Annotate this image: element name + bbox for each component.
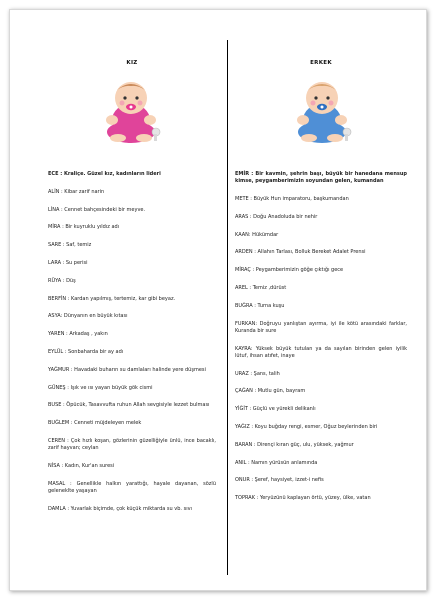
name-entry: EMİR : Bir kavmin, şehrin başı, büyük bir hanedana mensup kimse, peygamberimizin soyundan gelen, kumandan	[235, 171, 407, 185]
name-entry: FURKAN: Doğruyu yanlıştan ayırma, iyi ile kötü arasındaki farklar, Kuranda bir sure	[235, 320, 407, 334]
name-entry: GÜNEŞ : Işık ve ısı yayan büyük gök cismi	[48, 384, 153, 391]
name-entry: ASYA: Dünyanın en büyük kıtası	[48, 313, 128, 320]
name-entry: NİSA : Kadın, Kur'an suresi	[48, 462, 115, 469]
name-entry: YAREN : Arkadaş , yakın	[48, 331, 108, 338]
name-entry: LARA : Su perisi	[48, 259, 88, 266]
boys-name-list	[235, 171, 407, 513]
name-entry: MASAL : Genellikle halkın yarattığı, hayale dayanan, sözlü geleneklte yaşayan	[48, 480, 216, 494]
name-entry: RÜYA : Düş	[48, 277, 76, 284]
name-entry: MİRA : Bir kuyruklu yıldız adı	[48, 224, 120, 231]
name-entry: BUĞRA : Turna kuşu	[235, 302, 285, 309]
name-entry: BERFİN : Kardan yapılmış, tertemiz, kar gibi beyaz.	[48, 295, 176, 302]
name-entry: KAYRA: Yüksek büyük tutulan ya da sayılan birinden gelen iyilik lütuf, ihsan atıfet, inaye	[235, 345, 407, 359]
name-entry: TOPRAK : Yeryüzünü kaplayan örtü, yüzey, ülke, vatan	[235, 495, 371, 502]
name-entry: ALİN : Kibar zarif narin	[48, 188, 105, 195]
baby-boy-illustration	[289, 76, 355, 144]
name-entry: AREL : Temiz ,dürüst	[235, 284, 287, 291]
name-entry: KAAN: Hükümdar	[235, 231, 279, 238]
name-entry: BUĞLEM : Cenneti müjdeleyen melek	[48, 420, 142, 427]
boys-heading: ERKEK	[310, 60, 332, 66]
name-entry: DAMLA : Yuvarlak biçimde, çok küçük miktarda su vb. sıvı	[48, 505, 192, 512]
girls-name-list	[48, 171, 216, 524]
name-entry: YİĞİT : Güçlü ve yürekli delikanlı	[235, 406, 316, 413]
name-entry: ARDEN : Allahın Tarlası, Bolluk Bereket Adalet Prensi	[235, 249, 366, 256]
name-entry: ARAS : Doğu Anadoluda bir nehir	[235, 213, 318, 220]
name-entry: LİNA : Cennet bahçesindeki bir meyve.	[48, 206, 146, 213]
name-entry: CEREN : Çok hızlı koşan, gözlerinin güzelliğiyle ünlü, ince bacaklı, zarif hayvan; ceylan	[48, 437, 216, 452]
name-entry: BUSE : Öpücük, Tasavvufta ruhun Allah sevgisiyle lezzet bulması	[48, 402, 210, 409]
document-page	[9, 9, 427, 591]
name-entry: ANIL : Namın yürüsün anlamında	[235, 459, 318, 466]
name-entry: BARAN : Dirençi kıran güç, ulu, yüksek, yağmur	[235, 441, 354, 448]
name-entry: EYLÜL : Sonbaharda bir ay adı	[48, 348, 124, 355]
name-entry: ONUR : Şeref, haysiyet, izzet-i nefis	[235, 477, 324, 484]
baby-girl-illustration	[98, 76, 164, 144]
name-entry: SARE : Saf, temiz	[48, 242, 92, 249]
name-entry: METE : Büyük Hun imparatoru, başkumandan	[235, 196, 349, 202]
name-entry: ECE : Kraliçe. Güzel kız, kadınların lideri	[48, 171, 161, 177]
name-entry: MİRAÇ : Peygamberimizin göğe çıktığı gece	[235, 267, 344, 274]
name-entry: ÇAĞAN : Mutlu gün, bayram	[235, 388, 306, 395]
name-entry: YAĞIZ : Koyu buğday rengi, esmer, Oğuz beylerinden biri	[235, 423, 378, 430]
girls-heading: KIZ	[126, 60, 138, 66]
name-entry: URAZ : Şans, talih	[235, 370, 280, 377]
column-divider	[227, 40, 228, 575]
name-entry: YAĞMUR : Havadaki buharın su damlaları halinde yere düşmesi	[48, 366, 206, 373]
